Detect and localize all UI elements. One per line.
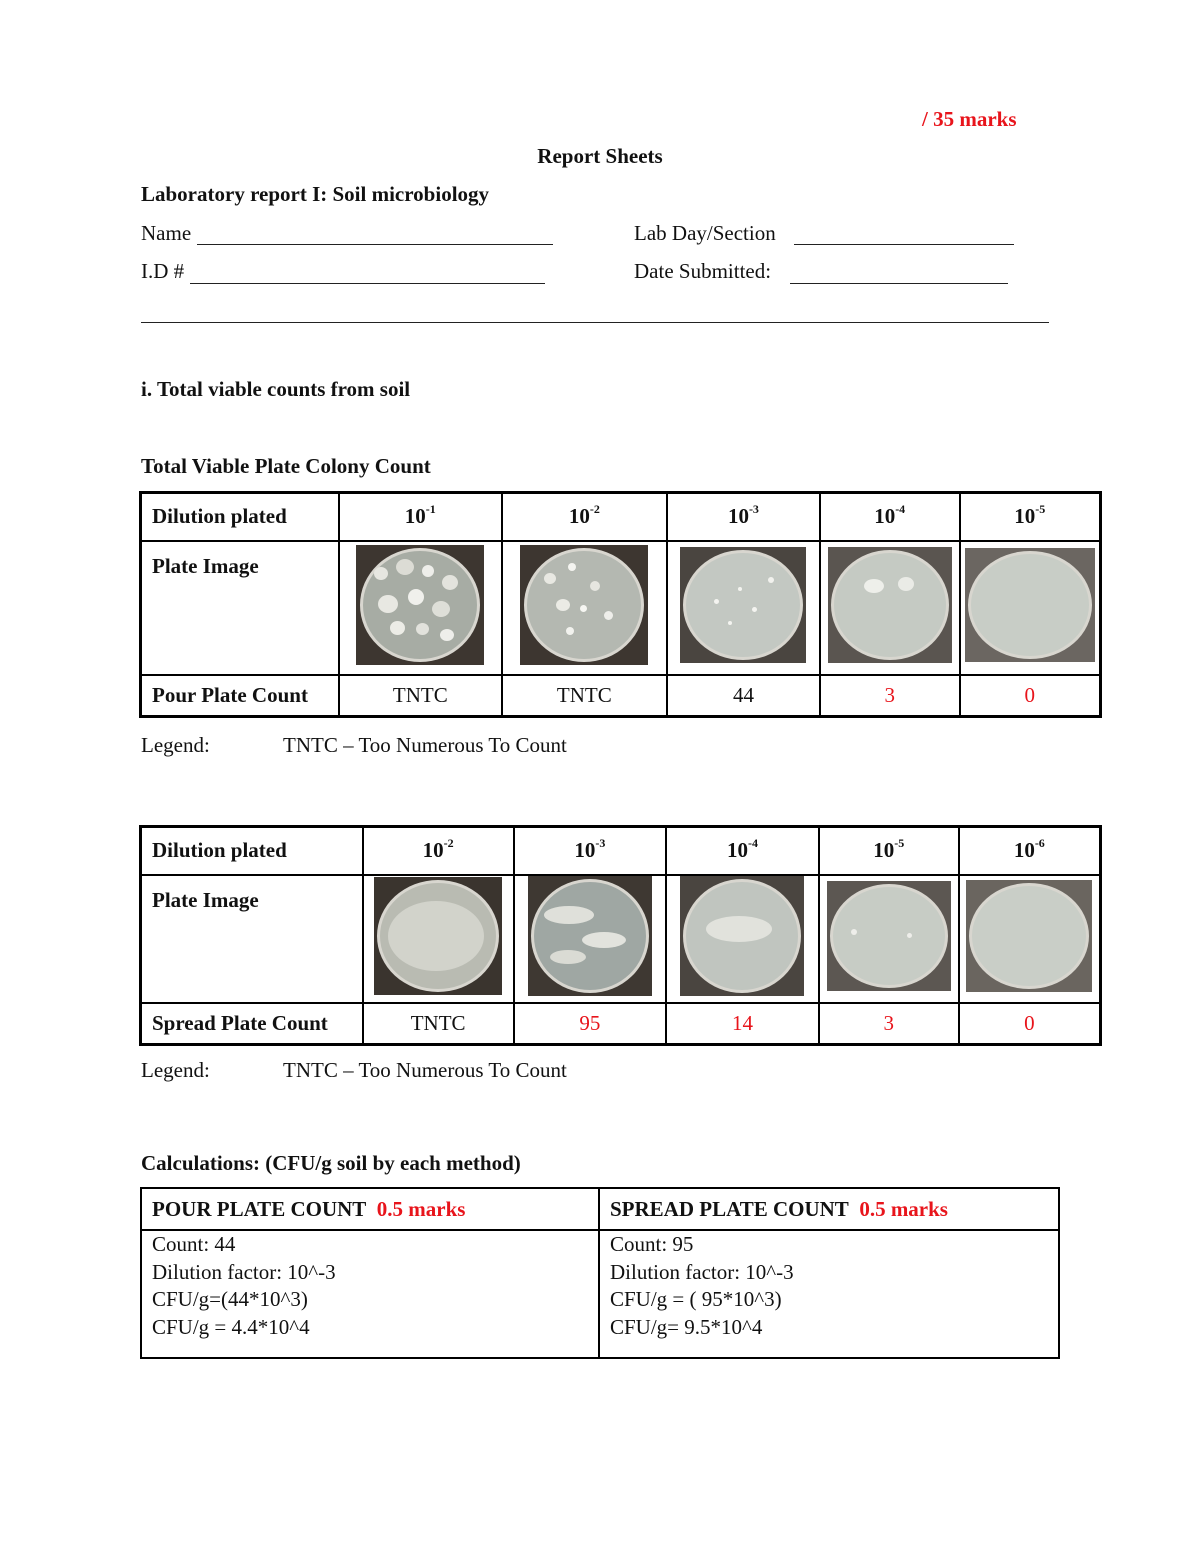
report-subtitle: Laboratory report I: Soil microbiology	[141, 182, 490, 206]
dilution-header: $10^{-3}$	[667, 493, 820, 541]
plate-image-10-5	[827, 881, 951, 991]
page-title: Report Sheets	[537, 144, 663, 168]
pour-count-cell: 0	[960, 675, 1101, 717]
calc-line: CFU/g = 4.4*10^4	[152, 1314, 310, 1339]
calc-line: Dilution factor: 10^-3	[610, 1259, 794, 1284]
plate-image-10-4	[680, 876, 804, 996]
total-marks: / 35 marks	[922, 107, 1017, 131]
pour-calc-body	[141, 1230, 599, 1358]
plate-image-10-5	[965, 548, 1095, 662]
spread-count-cell: 95	[514, 1003, 667, 1045]
dilution-header: $10^{-6}$	[959, 827, 1101, 875]
section-heading: i. Total viable counts from soil	[141, 377, 411, 401]
spread-calc-header: SPREAD PLATE COUNT 0.5 marks	[599, 1188, 1059, 1230]
dilution-header: $10^{-4}$	[666, 827, 819, 875]
lab-day-field[interactable]	[794, 244, 1014, 245]
legend-text: TNTC – Too Numerous To Count	[283, 1058, 567, 1082]
legend-label: Legend:	[141, 733, 210, 757]
calculations-heading: Calculations: (CFU/g soil by each method)	[141, 1151, 521, 1175]
pour-count-cell: 44	[667, 675, 820, 717]
date-field[interactable]	[790, 283, 1008, 284]
plate-image-10-4	[828, 547, 952, 663]
dilution-header: $10^{-5}$	[819, 827, 959, 875]
plate-image-label: Plate Image	[141, 541, 340, 675]
spread-count-cell: 3	[819, 1003, 959, 1045]
pour-plate-count-label: Pour Plate Count	[141, 675, 340, 717]
dilution-plated-label: Dilution plated	[141, 827, 363, 875]
pour-calc-header: POUR PLATE COUNT 0.5 marks	[141, 1188, 599, 1230]
dilution-header: $10^{-2}$	[502, 493, 668, 541]
spread-plate-table	[139, 825, 1102, 1046]
calc-line: Count: 95	[610, 1232, 694, 1256]
spread-count-cell: 14	[666, 1003, 819, 1045]
spread-count-cell: 0	[959, 1003, 1101, 1045]
plate-image-label: Plate Image	[141, 875, 363, 1003]
spread-plate-count-label: Spread Plate Count	[141, 1003, 363, 1045]
plate-image-10-2	[374, 877, 502, 995]
calc-line: CFU/g = ( 95*10^3)	[610, 1287, 782, 1311]
plate-image-10-6	[966, 880, 1092, 992]
spread-count-cell: TNTC	[363, 1003, 514, 1045]
dilution-header: $10^{-3}$	[514, 827, 667, 875]
id-label: I.D #	[141, 259, 185, 283]
plate-image-10-2	[520, 545, 648, 665]
dilution-header: $10^{-4}$	[820, 493, 960, 541]
pour-count-cell: TNTC	[339, 675, 502, 717]
calc-line: Dilution factor: 10^-3	[152, 1259, 336, 1284]
spread-calc-body	[599, 1230, 1059, 1358]
calculations-table	[140, 1187, 1060, 1359]
plate-image-10-3	[528, 876, 652, 996]
dilution-header: $10^{-2}$	[363, 827, 514, 875]
legend-label: Legend:	[141, 1058, 210, 1082]
calc-line: CFU/g= 9.5*10^4	[610, 1314, 763, 1339]
dilution-header: $10^{-5}$	[960, 493, 1101, 541]
dilution-plated-label: Dilution plated	[141, 493, 340, 541]
pour-calc-marks: 0.5 marks	[376, 1196, 466, 1221]
calc-line: Count: 44	[152, 1232, 236, 1256]
date-label: Date Submitted:	[634, 259, 772, 283]
lab-day-label: Lab Day/Section	[634, 221, 776, 245]
table-caption: Total Viable Plate Colony Count	[141, 454, 431, 478]
name-label: Name	[141, 221, 192, 245]
plate-image-10-1	[356, 545, 484, 665]
id-field[interactable]	[190, 283, 545, 284]
separator-line	[141, 322, 1049, 323]
pour-count-cell: 3	[820, 675, 960, 717]
dilution-header: $10^{-1}$	[339, 493, 502, 541]
calc-line: CFU/g=(44*10^3)	[152, 1287, 308, 1311]
name-field[interactable]	[197, 244, 553, 245]
legend-text: TNTC – Too Numerous To Count	[283, 733, 567, 757]
plate-image-10-3	[680, 547, 806, 663]
spread-calc-marks: 0.5 marks	[859, 1196, 948, 1221]
pour-plate-table	[139, 491, 1102, 718]
pour-count-cell: TNTC	[502, 675, 668, 717]
